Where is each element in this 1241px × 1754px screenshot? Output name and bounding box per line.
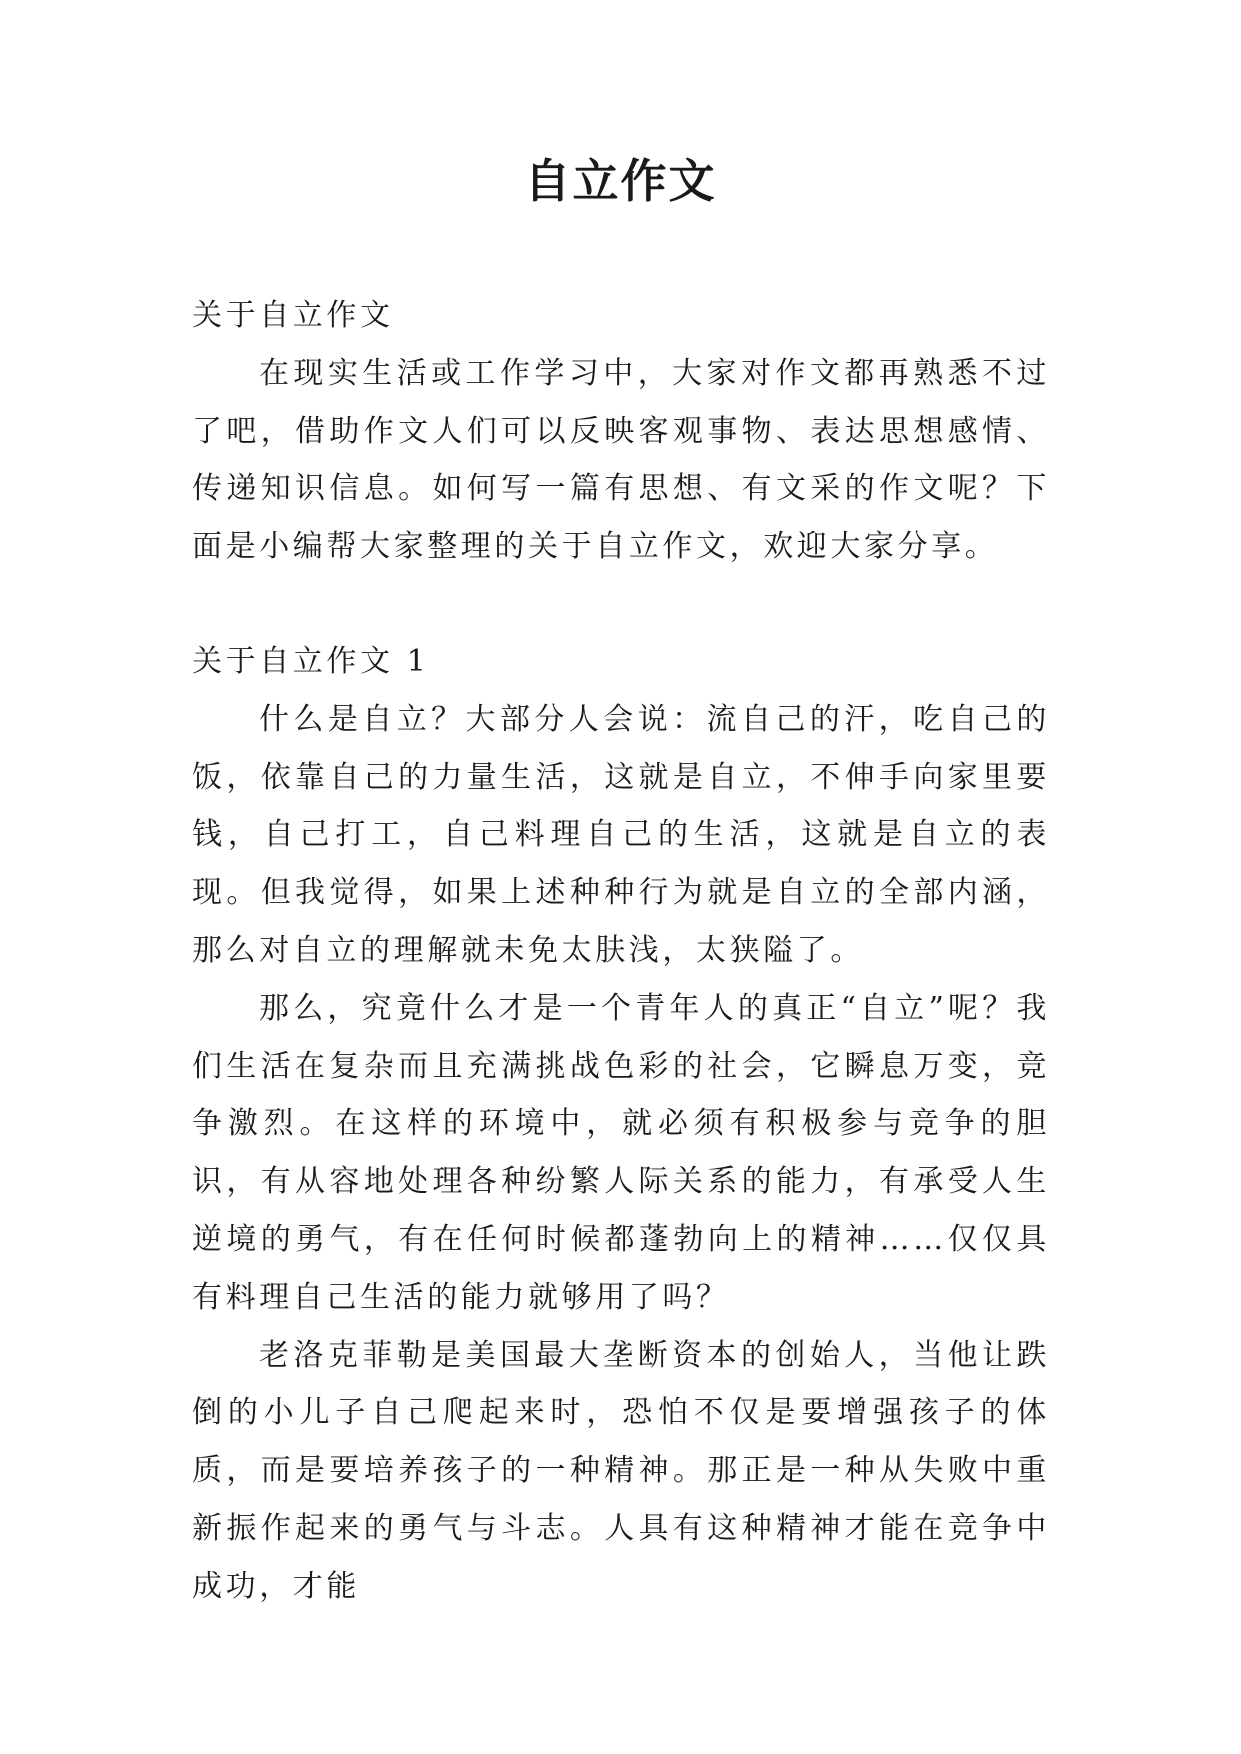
section-spacer [192,576,1050,633]
document-title: 自立作文 [524,154,717,208]
intro-heading: 关于自立作文 [192,298,394,333]
section1-heading: 关于自立作文 1 [192,643,430,679]
intro-paragraph: 在现实生活或工作学习中，大家对作文都再熟悉不过了吧，借助作文人们可以反映客观事物、表达思想感情、传递知识信息。如何写一篇有思想、有文采的作文呢？下面是小编帮大家整理的关于自立作文，欢迎大家分享。 [192,355,1050,565]
document-body [192,287,1050,1616]
section1-paragraph-2: 那么，究竟什么才是一个青年人的真正“自立”呢？我们生活在复杂而且充满挑战色彩的社会，它瞬息万变，竞争激烈。在这样的环境中，就必须有积极参与竞争的胆识，有从容地处理各种纷繁人际关系的能力，有承受人生逆境的勇气，有在任何时候都蓬勃向上的精神……仅仅具有料理自己生活的能力就够用了吗？ [192,990,1050,1315]
section1-paragraph-3: 老洛克菲勒是美国最大垄断资本的创始人，当他让跌倒的小儿子自己爬起来时，恐怕不仅是要增强孩子的体质，而是要培养孩子的一种精神。那正是一种从失败中重新振作起来的勇气与斗志。人具有这种精神才能在竞争中成功，才能 [192,1337,1050,1604]
section1-paragraph-1: 什么是自立？大部分人会说：流自己的汗，吃自己的饭，依靠自己的力量生活，这就是自立，不伸手向家里要钱，自己打工，自己料理自己的生活，这就是自立的表现。但我觉得，如果上述种种行为就是自立的全部内涵，那么对自立的理解就未免太肤浅，太狭隘了。 [192,701,1050,968]
